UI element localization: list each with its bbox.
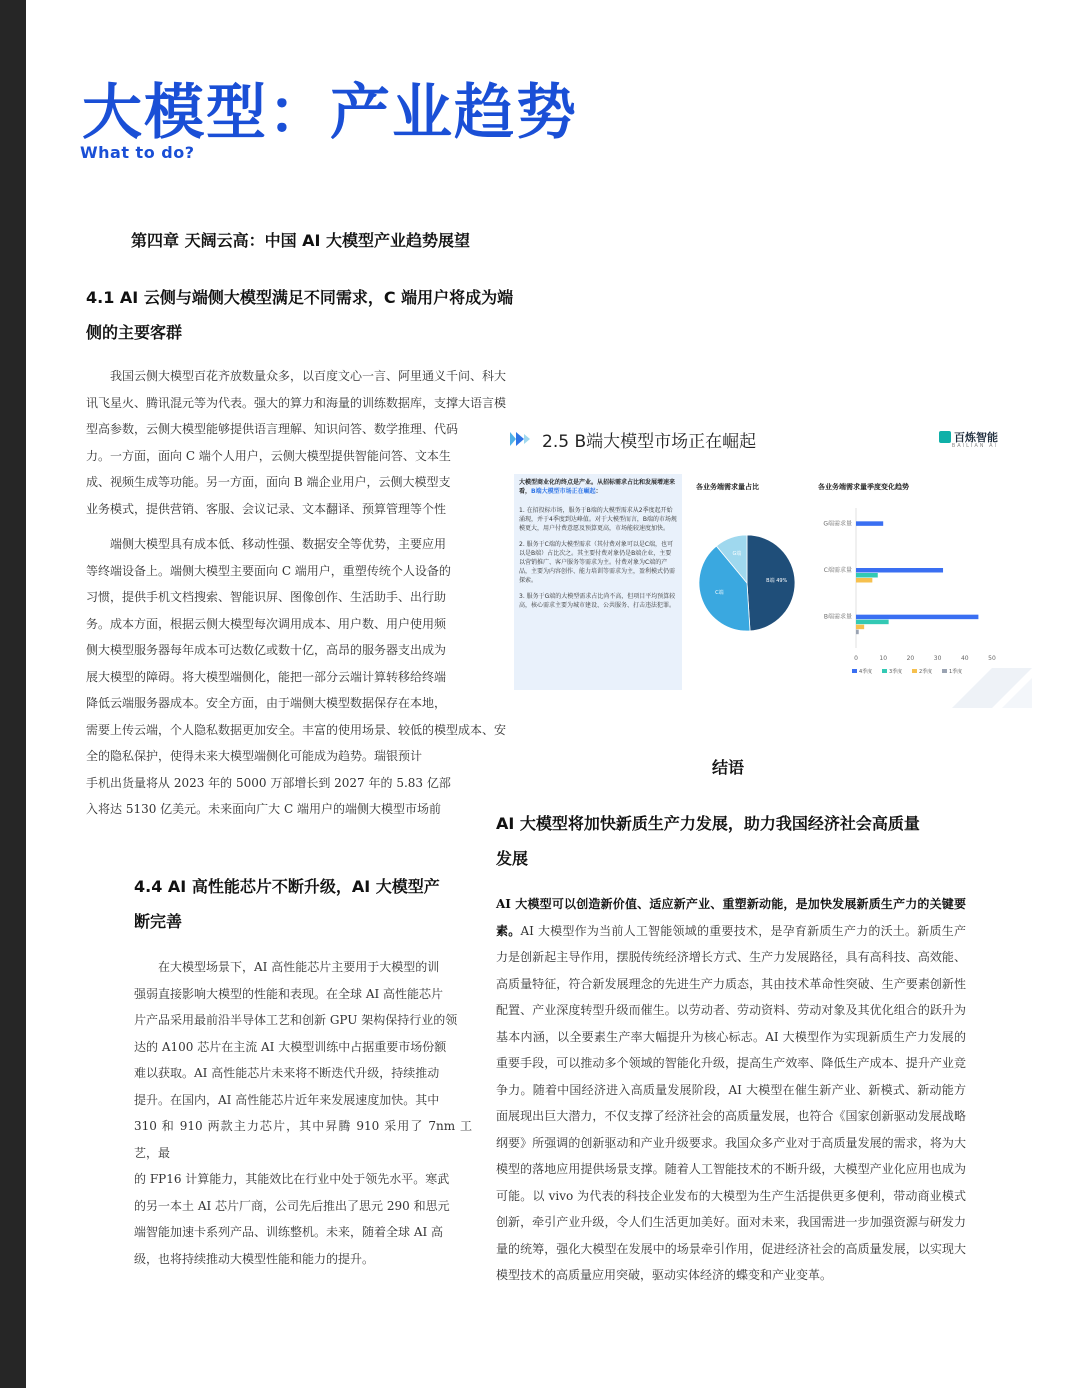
slide-brand-name: 百炼智能: [954, 431, 998, 444]
slide-logo-icon: [508, 430, 532, 448]
legend-swatch-1: [882, 669, 887, 673]
legend-label-2: 2季度: [919, 669, 933, 675]
slide-header: [496, 418, 1032, 460]
section-44-paragraph: 在大模型场景下，AI 高性能芯片主要用于大模型的训 强弱直接影响大模型的性能和表现。在全球 AI 高性能芯片 片产品采用最前沿半导体工艺和创新 GPU 架构保持行业的领 达的 A100 芯片在主流 AI 大模型训练中占据重要市场份额 难以获取。AI 高性能芯片未来将不断迭代升级，持续推动 提升。在国内，AI 高性能芯片近年来发展速度加快。其中 310 和 910 两款主力芯片，其中昇腾 910 采用了 7nm 工艺，最 的 FP16 计算能力，其能效比在行业中处于领先水平。寒武 的另一本土 AI 芯片厂商，公司先后推出了思元 290 和思元 端智能加速卡系列产品、训练整机。未来，随着全球 AI 高 级，也将持续推动大模型性能和能力的提升。: [134, 960, 472, 1266]
embedded-slide: [496, 418, 1032, 708]
left-edge-bar: [0, 0, 26, 1388]
brand-logo-icon: [939, 431, 951, 443]
legend-label-0: 4季度: [859, 669, 873, 675]
slide-point-2: 2. 服务于C端的大模型需求（其付费对象可以是C端，也可以是B端）占比次之。其主要付费对象仍是B端企业，主要以营销推广、客户服务等需求为主。付费对象为C端的产品，主要为内容创作、能力培训等需求为主，盈利模式仍需探索。: [519, 541, 676, 584]
section-44-title: [134, 869, 474, 939]
legend-label-1: 3季度: [889, 669, 903, 675]
x-tick-label-0: 0: [854, 655, 858, 662]
slide-title: 2.5 B端大模型市场正在崛起: [542, 432, 757, 452]
page-subtitle: What to do?: [80, 143, 195, 162]
slide-point-1: 1. 在招投标市场，服务于B端的大模型需求从2季度起开始涌现，并于4季度到达峰值。对于大模型而言，B端的市场规模更大，用户付费意愿及预算更高，市场能较速度加快。: [519, 507, 677, 532]
slide-lead-highlight: B端大模型市场正在崛起: [531, 488, 596, 495]
conclusion-title-line1: AI 大模型将加快新质生产力发展，助力我国经济社会高质量: [496, 814, 920, 833]
slide-lead-text: 大模型商业化的终点是产业。从招标需求占比和发展增速来看，: [519, 479, 676, 495]
conclusion-title: [496, 806, 986, 876]
page-title: 大模型：产业趋势: [82, 78, 578, 148]
legend-swatch-0: [852, 669, 857, 673]
category-label-1: C端需求量: [823, 567, 852, 574]
conclusion-lead: AI 大模型可以创造新价值、适应新产业、重塑新动能，是加快发展新质生产力的关键要素。: [496, 897, 966, 938]
pie-label-0: B端 49%: [766, 578, 788, 585]
x-tick-label-2: 20: [906, 655, 915, 662]
pie-chart-title: 各业务端需求量占比: [696, 483, 759, 491]
slide-textbox-lead: [519, 478, 677, 496]
x-tick-label-3: 30: [933, 655, 942, 662]
slide-textbox: [514, 474, 682, 690]
section-44-title-line2: 断完善: [134, 912, 183, 931]
bar-1-2: [856, 578, 872, 583]
section-41-title-line2: 侧的主要客群: [86, 323, 183, 342]
section-41-paragraph-2: 端侧大模型具有成本低、移动性强、数据安全等优势，主要应用 等终端设备上。端侧大模型主要面向 C 端用户，重塑传统个人设备的 习惯，提供手机文档搜索、智能识屏、图像创作、生活助手、出行助 务。成本方面，根据云侧大模型每次调用成本、用户数、用户使用频 侧大模型服务器每年成本可达数亿或数十亿，高昂的服务器支出成为 展大模型的障碍。将大模型端侧化，能把一部分云端计算转移给终端 降低云端服务器成本。安全方面，由于端侧大模型数据保存在本地， 需要上传云端，个人隐私数据更加安全。丰富的使用场景、较低的模型成本、安 全的隐私保护，使得未来大模型端侧化可能成为趋势。瑞银预计 手机出货量将从 2023 年的 5000 万部增长到 2027 年的 5.83 亿部 入将达 5130 亿美元。未来面向广大 C 端用户的端侧大模型市场前: [86, 537, 507, 816]
section-41-title: [86, 280, 586, 350]
bar-2-1: [856, 620, 889, 625]
x-tick-label-5: 50: [988, 655, 996, 662]
conclusion-paragraph: [496, 891, 966, 1351]
bar-0-0: [856, 521, 883, 526]
category-label-2: B端需求量: [823, 613, 852, 621]
bar-2-2: [856, 625, 864, 630]
pie-label-1: C端: [715, 589, 724, 596]
x-tick-label-4: 40: [960, 655, 969, 662]
section-44-title-line1: 4.4 AI 高性能芯片不断升级，AI 大模型产: [134, 877, 440, 896]
legend-label-3: 1季度: [949, 669, 963, 675]
section-41-title-line1: 4.1 AI 云侧与端侧大模型满足不同需求，C 端用户将成为端: [86, 288, 514, 307]
conclusion-body: AI 大模型作为当前人工智能领域的重要技术，是孕育新质生产力的沃土。新质生产力是创新起主导作用，摆脱传统经济增长方式、生产力发展路径，具有高科技、高效能、高质量特征，符合新发展理念的先进生产力质态，其由技术革命性突破、生产要素创新性配置、产业深度转型升级而催生。以劳动者、劳动资料、劳动对象及其优化组合的跃升为基本内涵，以全要素生产率大幅提升为核心标志。AI 大模型作为实现新质生产力发展的重要手段，可以推动多个领域的智能化升级，提高生产效率、降低生产成本、提升产业竞争力。随着中国经济进入高质量发展阶段，AI 大模型在催生新产业、新模式、新动能方面展现出巨大潜力，不仅支撑了经济社会的高质量发展，也符合《国家创新驱动发展战略纲要》所强调的创新驱动和产业升级要求。我国众多产业对于高质量发展的需求，将为大模型的落地应用提供场景支撑。随着人工智能技术的不断升级，大模型产业化应用也成为可能。以 vivo 为代表的科技企业发布的大模型为生产生活提供更多便利，带动商业模式创新，牵引产业升级，令人们生活更加美好。面对未来，我国需进一步加强资源与研发力量的统筹，强化大模型在发展中的场景牵引作用，促进经济社会的高质量发展，以实现大模型技术的高质量应用突破，驱动实体经济的蝶变和产业变革。: [496, 923, 966, 1282]
pie-label-2: G端: [732, 550, 742, 557]
conclusion-heading: 结语: [712, 758, 745, 777]
bar-1-0: [856, 568, 943, 573]
bar-1-1: [856, 573, 878, 578]
slide-lead-end: ：: [595, 488, 602, 495]
pie-chart: [692, 528, 802, 638]
chapter-title: 第四章 天阔云高：中国 AI 大模型产业趋势展望: [131, 231, 471, 250]
bar-chart-title: 各业务端需求量季度变化趋势: [818, 483, 909, 491]
category-label-0: G端需求量: [823, 520, 852, 528]
x-tick-label-1: 10: [879, 655, 888, 662]
bar-2-0: [856, 615, 978, 620]
section-41-paragraph-1: 我国云侧大模型百花齐放数量众多，以百度文心一言、阿里通义千问、科大 讯飞星火、腾讯混元等为代表。强大的算力和海量的训练数据库，支撑大语言模 型高参数，云侧大模型能够提供语言理解、知识问答、数学推理、代码 力。一方面，面向 C 端个人用户，云侧大模型提供智能问答、文本生 成、视频生成等功能。另一方面，面向 B 端企业用户，云侧大模型支 业务模式，提供营销、客服、会议记录、文本翻译、预算管理等个性: [86, 369, 507, 516]
bar-2-3: [856, 630, 859, 634]
conclusion-title-line2: 发展: [496, 849, 529, 868]
slide-watermark: [912, 648, 1032, 708]
slide-point-3: 3. 服务于G端的大模型需求占比尚不高，但项目平均预算较高，核心需求主要为城市建设、公共服务、打击违法犯罪。: [519, 593, 676, 609]
slide-brand-sub: BAILIAN AI: [951, 443, 998, 449]
